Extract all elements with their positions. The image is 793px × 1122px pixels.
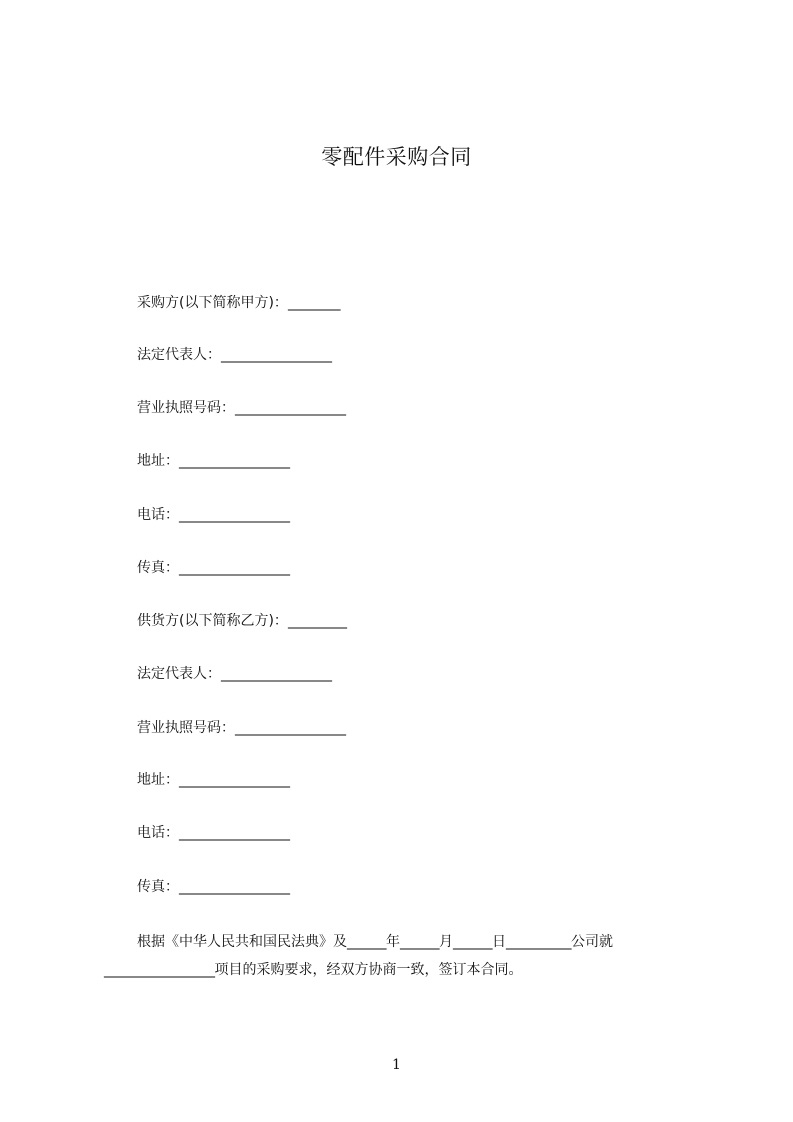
- buyer-legal-rep-label: 法定代表人：: [137, 347, 221, 363]
- day-label: 日: [492, 934, 506, 950]
- supplier-name-blank: _________: [287, 613, 347, 629]
- supplier-license-field: [137, 719, 346, 737]
- project-blank: _________________: [104, 962, 215, 978]
- supplier-address-label: 地址：: [137, 772, 179, 788]
- supplier-phone-label: 电话：: [137, 825, 179, 841]
- year-blank: ______: [347, 934, 386, 950]
- supplier-legal-rep-field: [137, 665, 332, 683]
- buyer-license-field: [137, 399, 346, 417]
- day-blank: ______: [453, 934, 492, 950]
- buyer-fax-label: 传真：: [137, 560, 179, 576]
- buyer-name-label: 采购方(以下简称甲方)：: [137, 295, 288, 311]
- buyer-address-blank: _________________: [179, 453, 290, 469]
- supplier-legal-rep-blank: _________________: [221, 666, 332, 682]
- intro-paragraph-line2: [104, 961, 523, 979]
- supplier-license-blank: _________________: [235, 720, 346, 736]
- buyer-fax-field: [137, 559, 290, 577]
- supplier-name-label: 供货方(以下简称乙方)：: [137, 613, 288, 629]
- supplier-legal-rep-label: 法定代表人：: [137, 666, 221, 682]
- company-label: 公司就: [571, 934, 613, 950]
- supplier-fax-field: [137, 878, 290, 896]
- buyer-fax-blank: _________________: [179, 560, 290, 576]
- intro-text-start: 根据《中华人民共和国民法典》及: [137, 934, 347, 950]
- buyer-phone-blank: _________________: [179, 507, 290, 523]
- supplier-fax-label: 传真：: [137, 879, 179, 895]
- buyer-license-label: 营业执照号码：: [137, 400, 235, 416]
- supplier-phone-blank: _________________: [179, 825, 290, 841]
- intro-text-end: 项目的采购要求，经双方协商一致，签订本合同。: [214, 962, 523, 978]
- company-blank: __________: [506, 934, 571, 950]
- buyer-phone-field: [137, 506, 290, 524]
- buyer-legal-rep-field: [137, 346, 332, 364]
- supplier-fax-blank: _________________: [179, 879, 290, 895]
- supplier-phone-field: [137, 824, 290, 842]
- buyer-legal-rep-blank: _________________: [221, 347, 332, 363]
- document-title: 零配件采购合同: [321, 145, 472, 169]
- supplier-address-field: [137, 771, 290, 789]
- buyer-name-field: [137, 294, 340, 312]
- buyer-phone-label: 电话：: [137, 507, 179, 523]
- page-number: 1: [392, 1057, 401, 1073]
- year-label: 年: [386, 934, 400, 950]
- month-label: 月: [439, 934, 453, 950]
- buyer-address-label: 地址：: [137, 453, 179, 469]
- month-blank: ______: [400, 934, 439, 950]
- supplier-name-field: [137, 612, 346, 630]
- supplier-license-label: 营业执照号码：: [137, 720, 235, 736]
- buyer-name-blank: ________: [287, 295, 340, 311]
- buyer-address-field: [137, 452, 290, 470]
- intro-paragraph-line1: [137, 933, 613, 951]
- buyer-license-blank: _________________: [235, 400, 346, 416]
- supplier-address-blank: _________________: [179, 772, 290, 788]
